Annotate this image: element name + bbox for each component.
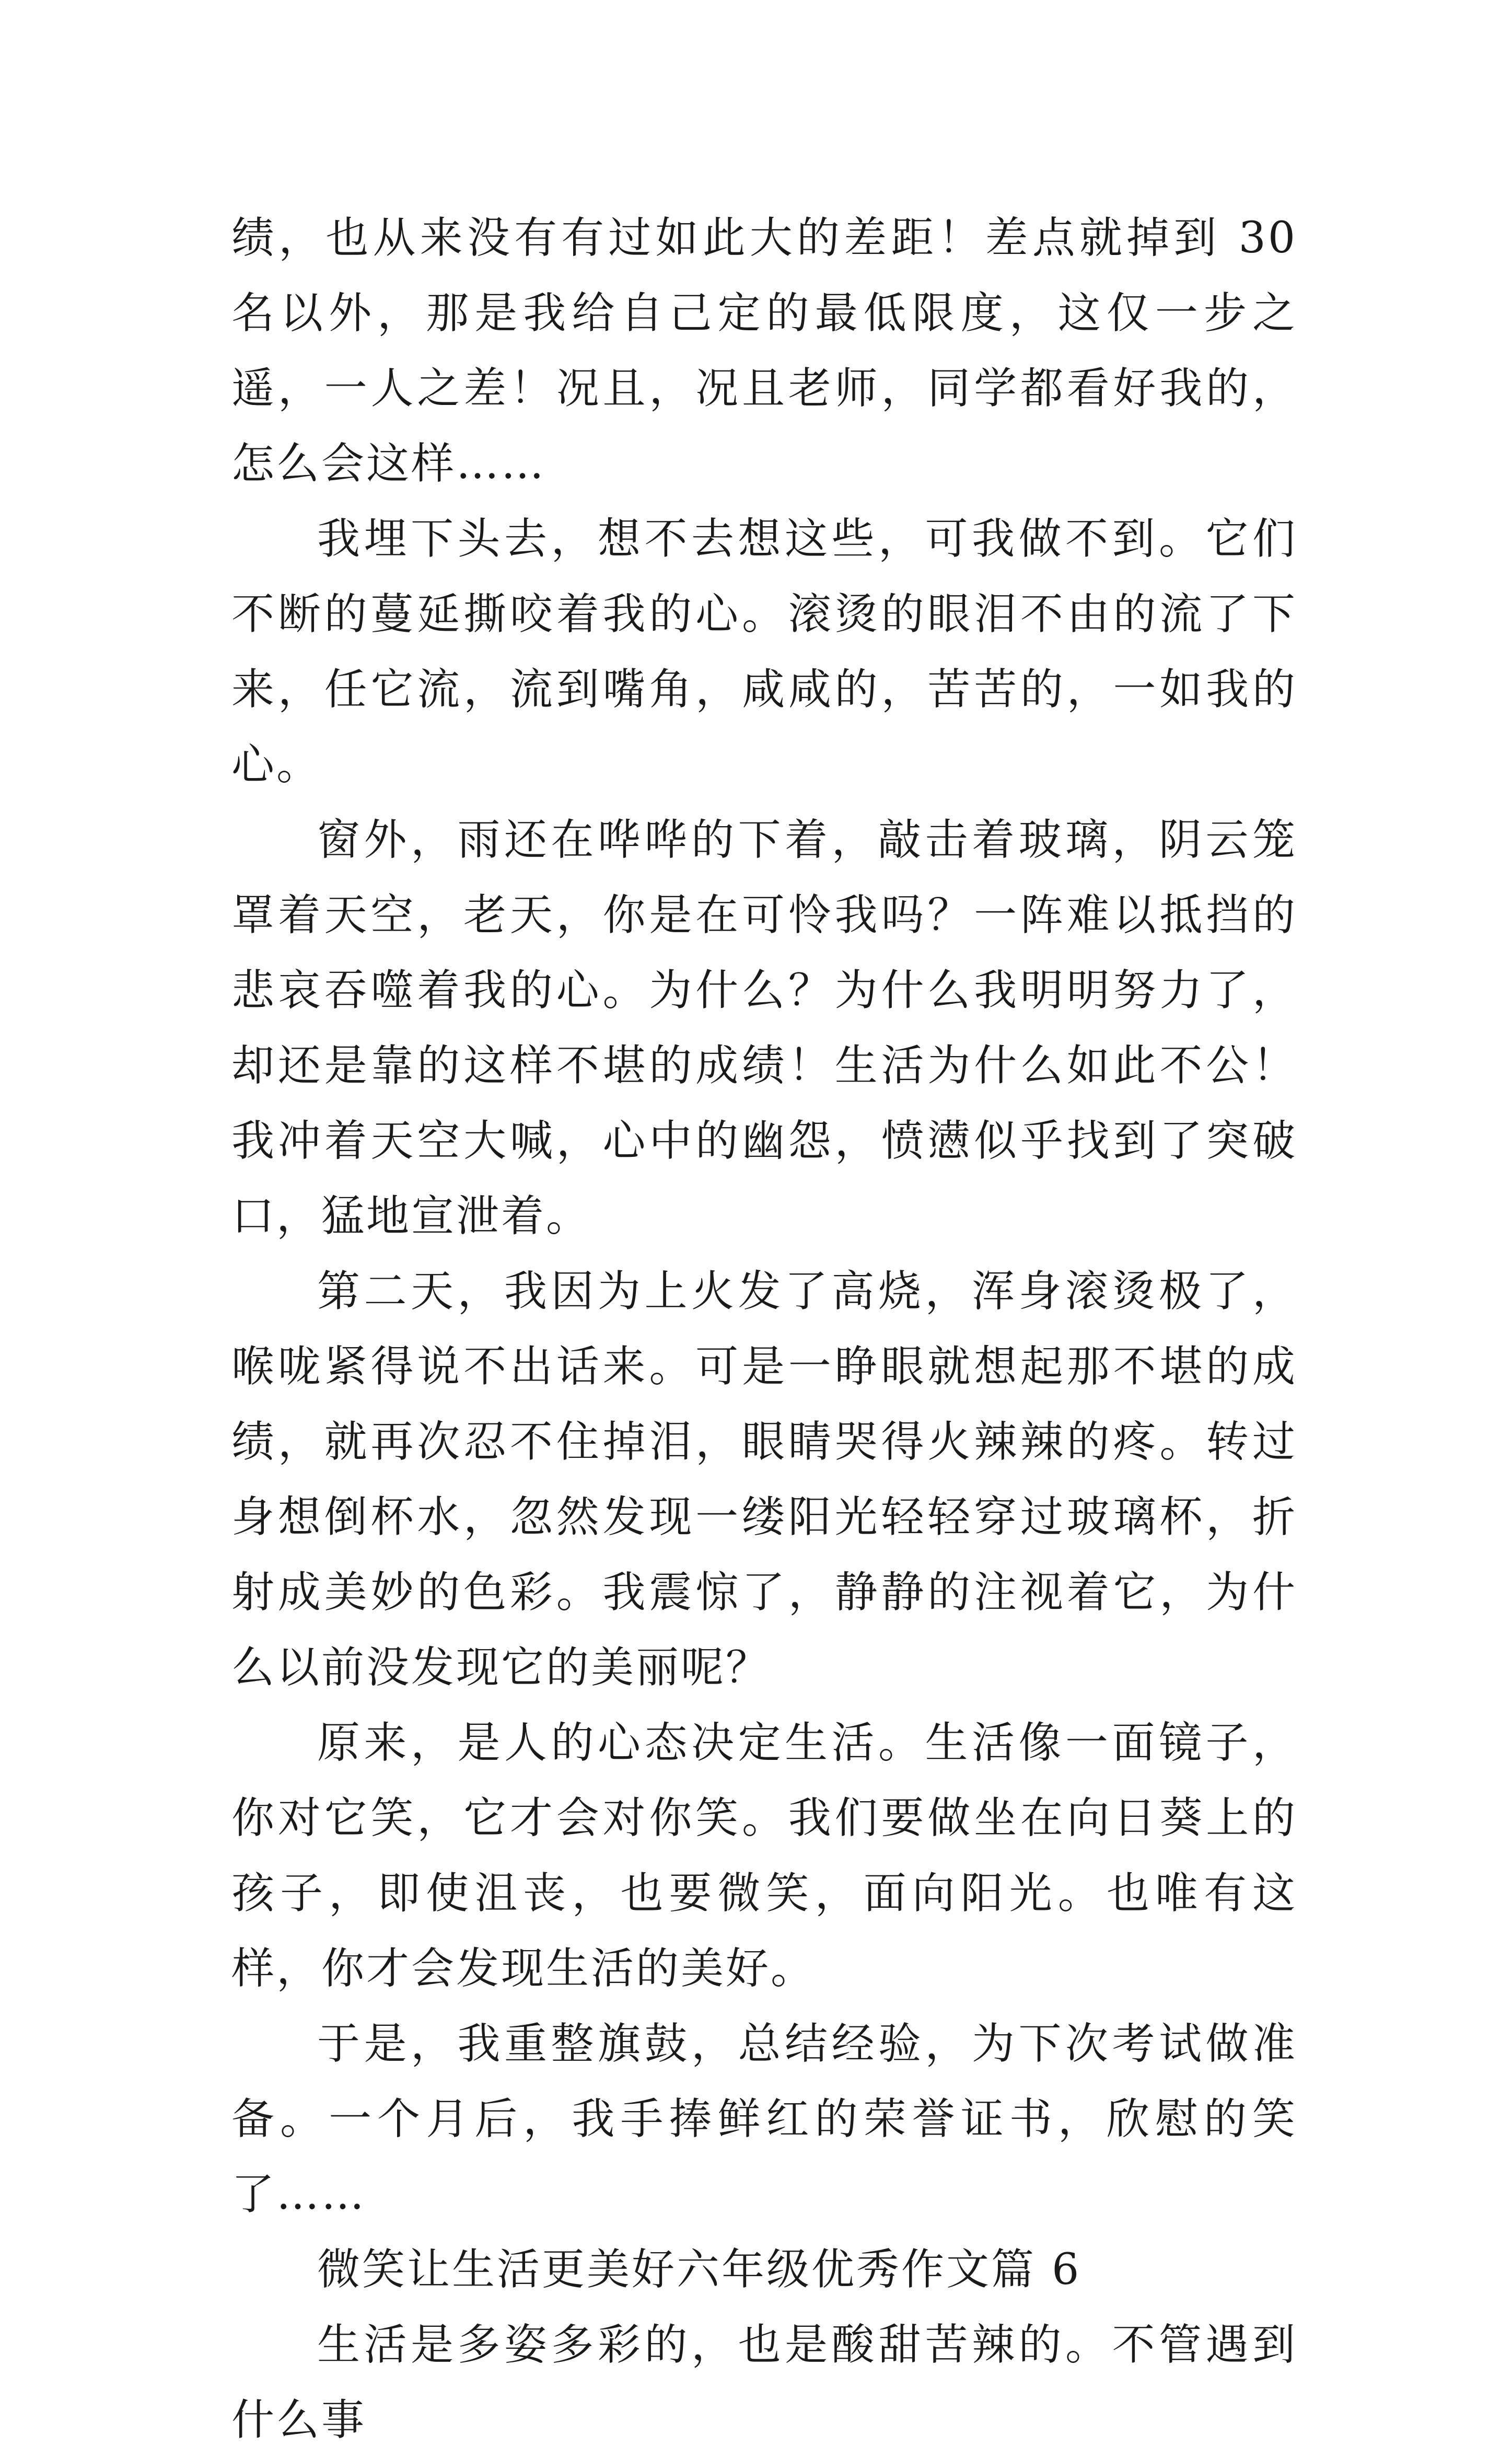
paragraph: 窗外，雨还在哗哗的下着，敲击着玻璃，阴云笼罩着天空，老天，你是在可怜我吗？一阵难以抵挡的悲哀吞噬着我的心。为什么？为什么我明明努力了，却还是靠的这样不堪的成绩！生活为什么如此不公！我冲着天空大喊，心中的幽怨，愤懑似乎找到了突破口，猛地宣泄着。	[231, 815, 1297, 1241]
paragraph: 我埋下头去，想不去想这些，可我做不到。它们不断的蔓延撕咬着我的心。滚烫的眼泪不由的流了下来，任它流，流到嘴角，咸咸的，苦苦的，一如我的心。	[231, 514, 1297, 790]
section-heading: 微笑让生活更美好六年级优秀作文篇 6	[317, 2245, 1081, 2294]
paragraph: 生活是多姿多彩的，也是酸甜苦辣的。不管遇到什么事	[231, 2320, 1297, 2445]
document-page	[231, 201, 1297, 2458]
paragraph: 于是，我重整旗鼓，总结经验，为下次考试做准备。一个月后，我手捧鲜红的荣誉证书，欣慰的笑了……	[231, 2019, 1297, 2219]
paragraph: 第二天，我因为上火发了高烧，浑身滚烫极了，喉咙紧得说不出话来。可是一睁眼就想起那不堪的成绩，就再次忍不住掉泪，眼睛哭得火辣辣的疼。转过身想倒杯水，忽然发现一缕阳光轻轻穿过玻璃杯，折射成美妙的色彩。我震惊了，静静的注视着它，为什么以前没发现它的美丽呢？	[231, 1267, 1297, 1692]
paragraph-continued: 绩，也从来没有有过如此大的差距！差点就掉到 30 名以外，那是我给自己定的最低限度，这仅一步之遥，一人之差！况且，况且老师，同学都看好我的，怎么会这样……	[231, 213, 1297, 489]
paragraph: 原来，是人的心态决定生活。生活像一面镜子，你对它笑，它才会对你笑。我们要做坐在向日葵上的孩子，即使沮丧，也要微笑，面向阳光。也唯有这样，你才会发现生活的美好。	[231, 1718, 1297, 1993]
